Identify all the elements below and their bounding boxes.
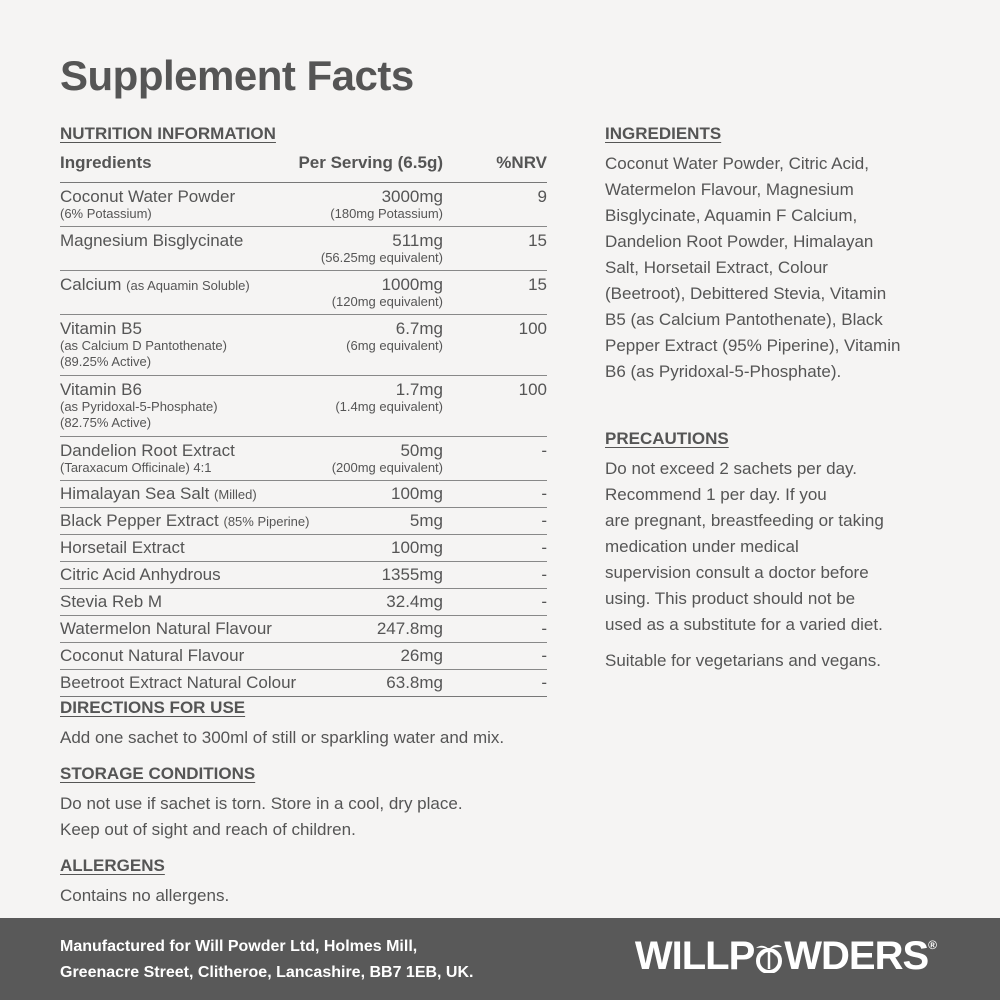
palm-tree-icon [754,939,784,973]
nrv: 15 [528,275,547,294]
precautions-line: used as a substitute for a varied diet. [605,615,883,634]
ingredient-name: Vitamin B5 [60,319,142,338]
nrv: - [541,565,547,584]
directions-section [60,697,560,751]
table-row [60,376,547,437]
precautions-line: medication under medical [605,537,799,556]
amount: 511mg [392,231,443,250]
allergens-heading: ALLERGENS [60,856,165,875]
amount-sub: (180mg Potassium) [330,206,443,221]
ingredients-line: Dandelion Root Powder, Himalayan [605,232,874,251]
amount: 63.8mg [386,673,443,692]
registered-mark: ® [928,938,936,952]
nrv: - [541,484,547,503]
ingredient-name: Horsetail Extract [60,538,185,557]
col-nrv: %NRV [496,153,547,172]
directions-heading: DIRECTIONS FOR USE [60,698,246,717]
amount: 26mg [400,646,443,665]
ingredients-heading: INGREDIENTS [605,124,722,143]
storage-section [60,763,560,843]
nrv: 15 [528,231,547,250]
amount: 1000mg [381,275,443,294]
precautions-line: using. This product should not be [605,589,856,608]
ingredients-line: (Beetroot), Debittered Stevia, Vitamin [605,284,887,303]
ingredient-name: Coconut Water Powder [60,187,236,206]
precautions-section [605,428,950,674]
logo-text-right: WDERS [784,934,929,978]
ingredient-name: Citric Acid Anhydrous [60,565,221,584]
manufacturer-address [60,934,473,986]
ingredients-line: Coconut Water Powder, Citric Acid, [605,154,869,173]
table-row [60,670,547,697]
precautions-line: Recommend 1 per day. If you [605,485,827,504]
nutrition-heading: NUTRITION INFORMATION [60,124,276,143]
ingredient-inline-note: (as Aquamin Soluble) [126,278,250,293]
nrv: - [541,646,547,665]
amount-sub: (6mg equivalent) [346,338,443,353]
ingredient-name: Calcium [60,275,122,294]
table-row [60,271,547,315]
amount-sub: (120mg equivalent) [331,294,443,309]
col-ingredients: Ingredients [60,153,152,172]
ingredient-name: Watermelon Natural Flavour [60,619,272,638]
ingredient-inline-note: (Milled) [214,487,257,502]
allergens-section [60,855,560,909]
amount: 5mg [409,511,443,530]
table-row [60,315,547,376]
nrv: - [541,441,547,460]
ingredients-line: Pepper Extract (95% Piperine), Vitamin [605,336,901,355]
ingredient-name: Beetroot Extract Natural Colour [60,673,297,692]
amount: 100mg [391,484,443,503]
table-row [60,562,547,589]
table-row [60,589,547,616]
ingredients-line: Watermelon Flavour, Magnesium [605,180,854,199]
table-row [60,508,547,535]
ingredient-name: Vitamin B6 [60,380,142,399]
table-row [60,535,547,562]
ingredient-name: Stevia Reb M [60,592,163,611]
nrv: - [541,673,547,692]
storage-heading: STORAGE CONDITIONS [60,764,256,783]
page-title: Supplement Facts [60,52,414,99]
nrv: - [541,538,547,557]
amount: 3000mg [381,187,443,206]
nrv: - [541,619,547,638]
brand-logo [635,934,936,979]
ingredient-name: Magnesium Bisglycinate [60,231,244,250]
nrv: - [541,511,547,530]
directions-text: Add one sachet to 300ml of still or sparkling water and mix. [60,728,505,747]
col-per-serving: Per Serving (6.5g) [298,153,443,172]
nrv: 100 [518,380,547,399]
nrv: 9 [537,187,547,206]
ingredient-sub: (as Calcium D Pantothenate) [60,338,227,353]
amount: 6.7mg [395,319,443,338]
table-row [60,437,547,481]
ingredient-sub-2: (89.25% Active) [60,354,152,369]
precautions-heading: PRECAUTIONS [605,429,729,448]
storage-line: Do not use if sachet is torn. Store in a cool, dry place. [60,794,463,813]
amount: 247.8mg [376,619,443,638]
precautions-line: supervision consult a doctor before [605,563,869,582]
table-row [60,481,547,508]
ingredient-name: Black Pepper Extract [60,511,219,530]
address-line: Manufactured for Will Powder Ltd, Holmes Mill, [60,938,418,955]
amount-sub: (1.4mg equivalent) [335,399,443,414]
storage-line: Keep out of sight and reach of children. [60,820,356,839]
ingredients-line: B5 (as Calcium Pantothenate), Black [605,310,883,329]
table-row [60,183,547,227]
ingredients-line: Salt, Horsetail Extract, Colour [605,258,828,277]
precautions-line: Do not exceed 2 sachets per day. [605,459,858,478]
nutrition-table [60,124,547,697]
ingredients-line: B6 (as Pyridoxal-5-Phosphate). [605,362,842,381]
address-line: Greenacre Street, Clitheroe, Lancashire, BB7 1EB, UK. [60,964,474,981]
table-row [60,227,547,271]
ingredient-name: Dandelion Root Extract [60,441,235,460]
amount: 1.7mg [395,380,443,399]
ingredient-sub-2: (82.75% Active) [60,415,152,430]
allergens-text: Contains no allergens. [60,886,230,905]
amount-sub: (56.25mg equivalent) [320,250,443,265]
logo-text-left: WILLP [634,934,755,978]
ingredient-name: Coconut Natural Flavour [60,646,245,665]
ingredient-inline-note: (85% Piperine) [223,514,310,529]
ingredient-name: Himalayan Sea Salt [60,484,210,503]
amount: 32.4mg [386,592,443,611]
nrv: - [541,592,547,611]
table-header [60,150,547,183]
amount: 100mg [391,538,443,557]
ingredients-line: Bisglycinate, Aquamin F Calcium, [605,206,858,225]
ingredient-sub: (as Pyridoxal-5-Phosphate) [60,399,218,414]
nrv: 100 [518,319,547,338]
suitability-note: Suitable for vegetarians and vegans. [605,651,881,670]
table-row [60,643,547,670]
table-row [60,616,547,643]
footer [0,918,1000,1000]
precautions-line: are pregnant, breastfeeding or taking [605,511,884,530]
ingredient-sub: (6% Potassium) [60,206,152,221]
amount: 1355mg [381,565,443,584]
ingredients-section [605,123,950,385]
amount: 50mg [400,441,443,460]
ingredient-sub: (Taraxacum Officinale) 4:1 [60,460,212,475]
amount-sub: (200mg equivalent) [331,460,443,475]
